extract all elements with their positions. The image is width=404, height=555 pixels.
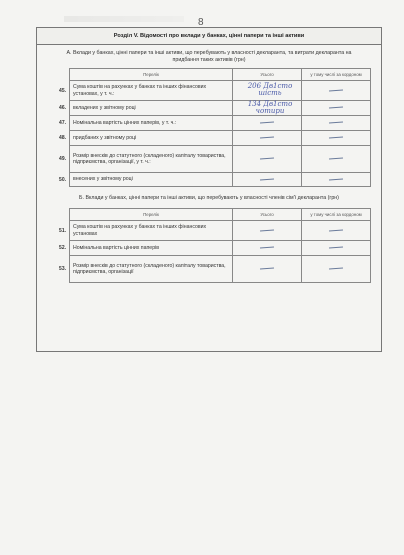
table-row: 53. Розмір внесків до статутного (складеного) капіталу товариства, підприємства, організації xyxy=(53,256,371,283)
dash-mark xyxy=(329,137,343,139)
table-row: 51. Сума коштів на рахунках у банках та інших фінансових установах xyxy=(53,221,371,241)
header-abroad: у тому числі за кордоном xyxy=(302,69,371,81)
dash-mark xyxy=(329,107,343,109)
handwritten-total: 206 Дв1сто шість xyxy=(233,81,302,101)
dash-mark xyxy=(329,122,343,124)
table-row: 50. внесених у звітному році xyxy=(53,173,371,187)
dash-mark xyxy=(260,137,274,139)
dash-mark xyxy=(329,158,343,160)
part-a-header-row xyxy=(53,69,371,81)
row-label: Розмір внесків до статутного (складеного) капіталу товариства, підприємства, організації, у т. ч.: xyxy=(70,146,233,173)
row-label: вкладених у звітному році xyxy=(70,101,233,116)
section-v xyxy=(36,27,382,352)
section-title: Розділ V. Відомості про вклади у банках, цінні папери та інші активи xyxy=(37,28,381,45)
row-label: Сума коштів на рахунках у банках та інших фінансових установах xyxy=(70,221,233,241)
table-row: 47. Номінальна вартість цінних паперів, у т. ч.: xyxy=(53,116,371,131)
part-b-table xyxy=(53,208,371,283)
header-total: Усього xyxy=(233,69,302,81)
row-label: внесених у звітному році xyxy=(70,173,233,187)
table-row: 52. Номінальна вартість цінних паперів xyxy=(53,241,371,256)
part-a-title: А. Вклади у банках, цінні папери та інші активи, що перебувають у власності декларанта, та витрати декларанта на придбання таких активів (грн) xyxy=(66,50,352,63)
dash-mark xyxy=(329,229,343,231)
part-b-title: Б. Вклади у банках, цінні папери та інші активи, що перебувають у власності членів сім'ї декларанта (грн) xyxy=(79,195,339,201)
dash-mark xyxy=(329,178,343,180)
dash-mark xyxy=(329,89,343,91)
dash-mark xyxy=(260,229,274,231)
dash-mark xyxy=(260,158,274,160)
table-row: 48. придбаних у звітному році xyxy=(53,131,371,146)
scan-artifact xyxy=(64,16,184,22)
dash-mark xyxy=(260,268,274,270)
dash-mark xyxy=(260,247,274,249)
header-abroad: у тому числі за кордоном xyxy=(302,209,371,221)
dash-mark xyxy=(260,122,274,124)
page-number: 8 xyxy=(198,17,204,28)
row-label: Номінальна вартість цінних паперів, у т. ч.: xyxy=(70,116,233,131)
dash-mark xyxy=(329,247,343,249)
part-b-header-row xyxy=(53,209,371,221)
header-total: Усього xyxy=(233,209,302,221)
dash-mark xyxy=(260,178,274,180)
row-label: Розмір внесків до статутного (складеного) капіталу товариства, підприємства, організації xyxy=(70,256,233,283)
dash-mark xyxy=(329,268,343,270)
table-row: 46. вкладених у звітному році 134 Дв1сто чотири xyxy=(53,101,371,116)
row-label: Сума коштів на рахунках у банках та інших фінансових установах, у т. ч.: xyxy=(70,81,233,101)
row-label: Номінальна вартість цінних паперів xyxy=(70,241,233,256)
table-row: 45. Сума коштів на рахунках у банках та інших фінансових установах, у т. ч.: 206 Дв1сто шість xyxy=(53,81,371,101)
table-row: 49. Розмір внесків до статутного (складеного) капіталу товариства, підприємства, організації, у т. ч.: xyxy=(53,146,371,173)
header-list: Перелік xyxy=(70,209,233,221)
handwritten-total: 134 Дв1сто чотири xyxy=(233,101,302,116)
part-a-table xyxy=(53,68,371,187)
row-label: придбаних у звітному році xyxy=(70,131,233,146)
header-list: Перелік xyxy=(70,69,233,81)
